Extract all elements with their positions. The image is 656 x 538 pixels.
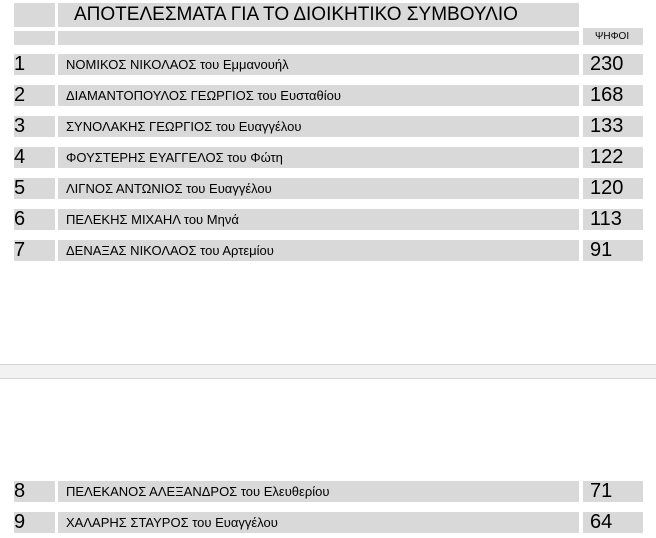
title-number-cell xyxy=(14,3,55,27)
row-votes: 71 xyxy=(583,481,643,502)
row-number: 5 xyxy=(14,178,55,199)
header-number-cell xyxy=(14,31,55,45)
document-page-2 xyxy=(0,379,656,538)
row-number: 9 xyxy=(14,512,55,533)
row-votes: 91 xyxy=(583,240,643,261)
row-number: 1 xyxy=(14,54,55,75)
row-votes: 120 xyxy=(583,178,643,199)
row-votes: 168 xyxy=(583,85,643,106)
row-candidate-name: ΠΕΛΕΚΗΣ ΜΙΧΑΗΛ του Μηνά xyxy=(58,209,579,230)
row-number: 8 xyxy=(14,481,55,502)
row-candidate-name: ΧΑΛΑΡΗΣ ΣΤΑΥΡΟΣ του Ευαγγέλου xyxy=(58,512,579,533)
row-candidate-name: ΔΕΝΑΞΑΣ ΝΙΚΟΛΑΟΣ του Αρτεμίου xyxy=(58,240,579,261)
row-candidate-name: ΝΟΜΙΚΟΣ ΝΙΚΟΛΑΟΣ του Εμμανουήλ xyxy=(58,54,579,75)
header-name-cell xyxy=(58,31,579,45)
row-votes: 230 xyxy=(583,54,643,75)
document-title: ΑΠΟΤΕΛΕΣΜΑΤΑ ΓΙΑ ΤΟ ΔΙΟΙΚΗΤΙΚΟ ΣΥΜΒΟΥΛΙΟ xyxy=(58,3,579,27)
row-candidate-name: ΣΥΝΟΛΑΚΗΣ ΓΕΩΡΓΙΟΣ του Ευαγγέλου xyxy=(58,116,579,137)
row-votes: 64 xyxy=(583,512,643,533)
row-votes: 113 xyxy=(583,209,643,230)
row-number: 6 xyxy=(14,209,55,230)
page-break xyxy=(0,364,656,379)
row-candidate-name: ΔΙΑΜΑΝΤΟΠΟΥΛΟΣ ΓΕΩΡΓΙΟΣ του Ευσταθίου xyxy=(58,85,579,106)
row-number: 2 xyxy=(14,85,55,106)
row-candidate-name: ΛΙΓΝΟΣ ΑΝΤΩΝΙΟΣ του Ευαγγέλου xyxy=(58,178,579,199)
votes-column-header: ΨΗΦΟΙ xyxy=(583,28,643,45)
row-votes: 122 xyxy=(583,147,643,168)
row-number: 7 xyxy=(14,240,55,261)
row-number: 3 xyxy=(14,116,55,137)
row-candidate-name: ΦΟΥΣΤΕΡΗΣ ΕΥΑΓΓΕΛΟΣ του Φώτη xyxy=(58,147,579,168)
row-votes: 133 xyxy=(583,116,643,137)
row-candidate-name: ΠΕΛΕΚΑΝΟΣ ΑΛΕΞΑΝΔΡΟΣ του Ελευθερίου xyxy=(58,481,579,502)
row-number: 4 xyxy=(14,147,55,168)
